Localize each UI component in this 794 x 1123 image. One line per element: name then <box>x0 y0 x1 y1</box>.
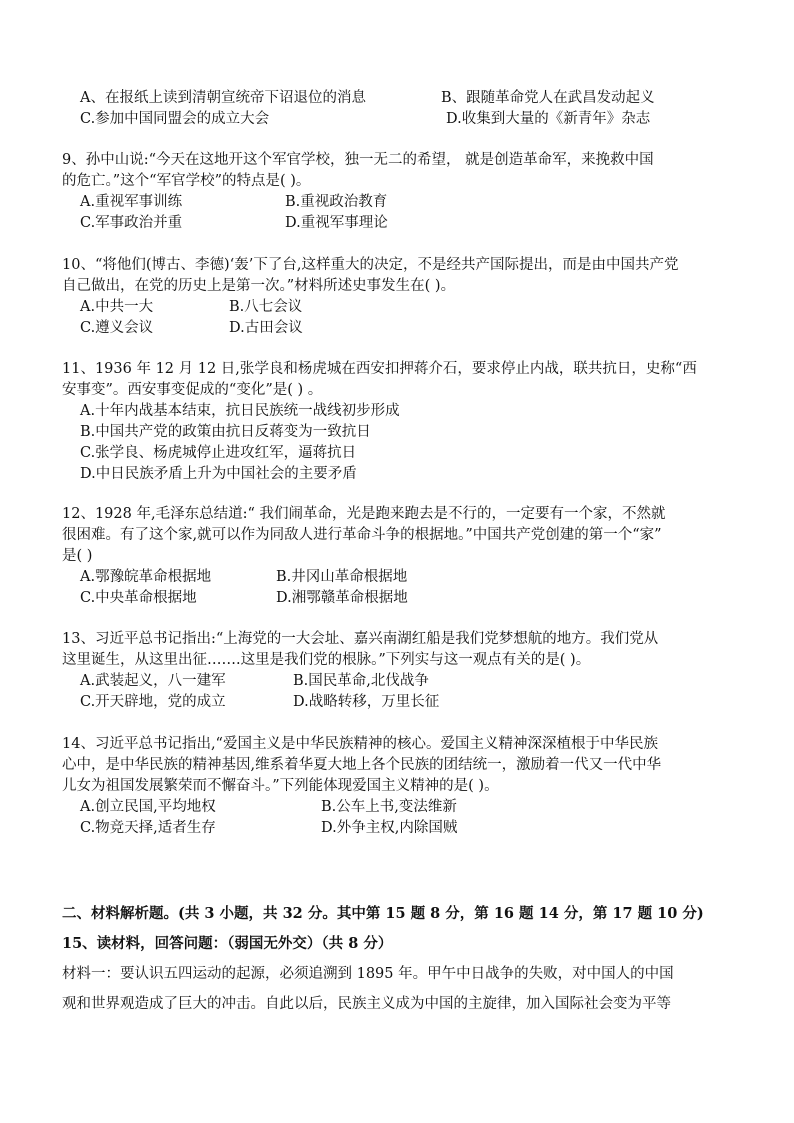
q11-option-b: B.中国共产党的政策由抗日反蒋变为一致抗日 <box>80 424 371 440</box>
q9-option-c: C.军事政治并重 <box>80 215 183 231</box>
q14-option-d: D.外争主权,内除国贼 <box>321 820 458 836</box>
q9-stem-line2: 的危亡。”这个“军官学校”的特点是( )。 <box>62 173 311 189</box>
q14-option-c: C.物竞天择,适者生存 <box>80 820 216 836</box>
q13-stem-line1: 13、习近平总书记指出:“上海党的一大会址、嘉兴南湖红船是我们党梦想航的地方。我们党从 <box>62 631 659 647</box>
q8-option-a: A、在报纸上读到清朝宣统帝下诏退位的消息 <box>80 90 366 106</box>
q12-stem-line2: 很困难。有了这个家,就可以作为同敌人进行革命斗争的根据地。”中国共产党创建的第一个“家” <box>62 527 662 543</box>
q13-stem-line2: 这里诞生，从这里出征…….这里是我们党的根脉。”下列实与这一观点有关的是( )。 <box>62 652 591 668</box>
q10-stem-line2: 自己做出，在党的历史上是第一次。”材料所述史事发生在( )。 <box>62 278 456 294</box>
q8-option-d: D.收集到大量的《新青年》杂志 <box>446 111 651 127</box>
q14-option-b: B.公车上书,变法维新 <box>321 799 457 815</box>
q13-option-d: D.战略转移，万里长征 <box>293 694 440 710</box>
q13-option-c: C.开天辟地，党的成立 <box>80 694 226 710</box>
q14-stem-line1: 14、习近平总书记指出,“爱国主义是中华民族精神的核心。爱国主义精神深深植根于中华民族 <box>62 736 658 752</box>
q15-title: 15、读材料，回答问题：（弱国无外交）（共 8 分） <box>62 935 393 952</box>
q8-option-c: C.参加中国同盟会的成立大会 <box>80 111 270 127</box>
q9-option-a: A.重视军事训练 <box>80 194 183 210</box>
q12-stem-line1: 12、1928 年,毛泽东总结道:“ 我们闹革命，光是跑来跑去是不行的，一定要有一个家，不然就 <box>62 506 666 522</box>
q12-option-c: C.中央革命根据地 <box>80 590 197 606</box>
q14-stem-line3: 儿女为祖国发展繁荣而不懈奋斗。”下列能体现爱国主义精神的是( )。 <box>62 778 499 794</box>
q12-option-d: D.湘鄂赣革命根据地 <box>276 590 408 606</box>
q13-option-a: A.武装起义，八一建军 <box>80 673 226 689</box>
q10-option-c: C.遵义会议 <box>80 320 154 336</box>
q11-stem-line2: 安事变”。西安事变促成的“变化”是( ) 。 <box>62 382 323 398</box>
q9-option-d: D.重视军事理论 <box>285 215 388 231</box>
q11-option-c: C.张学良、杨虎城停止进攻红军，逼蒋抗日 <box>80 445 357 461</box>
q12-option-b: B.井冈山革命根据地 <box>276 569 408 585</box>
q11-stem-line1: 11、1936 年 12 月 12 日,张学良和杨虎城在西安扣押蒋介石，要求停止内战，联共抗日，史称“西 <box>62 361 697 377</box>
material-line1: 材料一：要认识五四运动的起源，必须追溯到 1895 年。甲午中日战争的失败，对中国人的中国 <box>62 966 674 982</box>
q14-stem-line2: 心中，是中华民族的精神基因,维系着华夏大地上各个民族的团结统一，激励着一代又一代中华 <box>62 757 662 773</box>
material-line2: 观和世界观造成了巨大的冲击。自此以后，民族主义成为中国的主旋律，加入国际社会变为平等 <box>62 996 671 1012</box>
q9-stem-line1: 9、孙中山说:“今天在这地开这个军官学校，独一无二的希望， 就是创造革命军，来挽救中国 <box>62 152 654 168</box>
q13-option-b: B.国民革命,北伐战争 <box>293 673 429 689</box>
section2-heading: 二、材料解析题。(共 3 小题，共 32 分。其中第 15 题 8 分，第 16 题 14 分，第 17 题 10 分) <box>62 905 704 922</box>
q10-stem-line1: 10、“将他们(博古、李德)‘轰’下了台,这样重大的决定，不是经共产国际提出，而是由中国共产党 <box>62 257 679 273</box>
q11-option-a: A.十年内战基本结束，抗日民族统一战线初步形成 <box>80 403 400 419</box>
q10-option-b: B.八七会议 <box>229 299 303 315</box>
q8-option-b: B、跟随革命党人在武昌发动起义 <box>441 90 655 106</box>
q10-option-a: A.中共一大 <box>80 299 154 315</box>
q12-option-a: A.鄂豫皖革命根据地 <box>80 569 212 585</box>
q9-option-b: B.重视政治教育 <box>285 194 388 210</box>
q14-option-a: A.创立民国,平均地权 <box>80 799 216 815</box>
q10-option-d: D.古田会议 <box>229 320 303 336</box>
q12-stem-line3: 是( ) <box>62 548 93 564</box>
q11-option-d: D.中日民族矛盾上升为中国社会的主要矛盾 <box>80 466 357 482</box>
